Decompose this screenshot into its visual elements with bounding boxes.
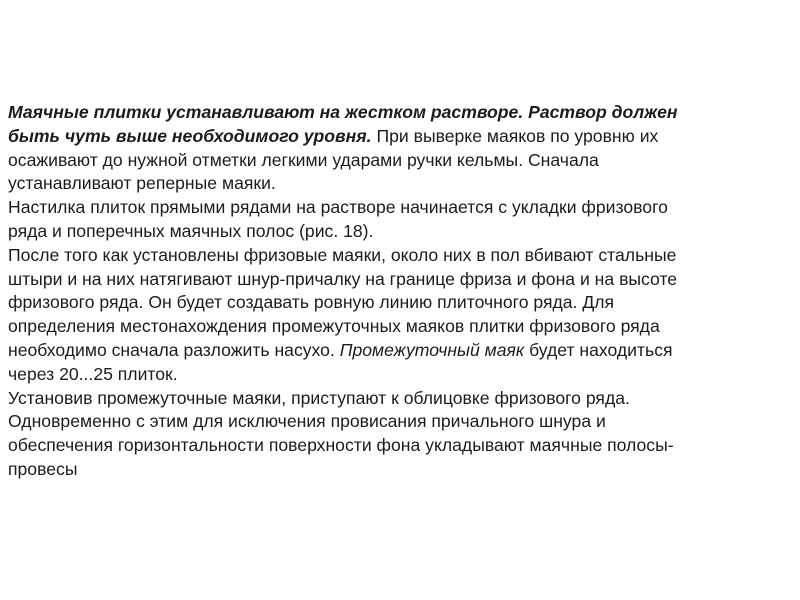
text-run: При выверке маяков по уровню их — [371, 125, 659, 146]
text-line — [8, 172, 792, 196]
text-run: штыри и на них натягивают шнур-причалку на границе фриза и фона и на высоте — [8, 268, 678, 289]
text-line — [8, 363, 792, 387]
text-line — [8, 291, 792, 315]
text-run: фризового ряда. Он будет создавать ровную линию плиточного ряда. Для — [8, 292, 615, 313]
text-line — [8, 268, 792, 292]
text-line — [8, 101, 792, 125]
text-run: провесы — [8, 458, 78, 479]
text-line — [8, 387, 792, 411]
text-line — [8, 220, 792, 244]
text-line — [8, 434, 792, 458]
text-line — [8, 149, 792, 173]
text-run: После того как установлены фризовые маяки, около них в пол вбивают стальные — [8, 244, 677, 265]
text-line — [8, 315, 792, 339]
text-run: будет находиться — [524, 339, 673, 360]
text-line — [8, 339, 792, 363]
text-line — [8, 125, 792, 149]
text-run: ряда и поперечных маячных полос (рис. 18). — [8, 220, 374, 241]
text-run: Одновременно с этим для исключения провисания причального шнура и — [8, 411, 606, 432]
text-run: осаживают до нужной отметки легкими ударами ручки кельмы. Сначала — [8, 149, 599, 170]
bold-italic-text-run: Маячные плитки устанавливают на жестком растворе. Раствор должен — [8, 102, 678, 122]
text-run: Установив промежуточные маяки, приступают к облицовке фризового ряда. — [8, 387, 630, 408]
text-run: необходимо сначала разложить насухо. — [8, 339, 340, 360]
text-run: устанавливают реперные маяки. — [8, 173, 276, 194]
text-run: определения местонахождения промежуточных маяков плитки фризового ряда — [8, 316, 660, 337]
paragraph — [8, 101, 792, 196]
italic-text-run: Промежуточный маяк — [339, 339, 525, 360]
text-line — [8, 410, 792, 434]
text-run: через 20...25 плиток. — [8, 363, 178, 384]
text-run: Настилка плиток прямыми рядами на растворе начинается с укладки фризового — [8, 197, 668, 218]
bold-italic-text-run: быть чуть выше необходимого уровня. — [8, 125, 372, 146]
text-line — [8, 196, 792, 220]
paragraph — [8, 387, 792, 482]
text-run: обеспечения горизонтальности поверхности фона укладывают маячные полосы- — [8, 435, 674, 456]
paragraph — [8, 244, 792, 387]
body-text — [8, 101, 792, 482]
text-line — [8, 244, 792, 268]
paragraph — [8, 196, 792, 244]
text-line — [8, 458, 792, 482]
